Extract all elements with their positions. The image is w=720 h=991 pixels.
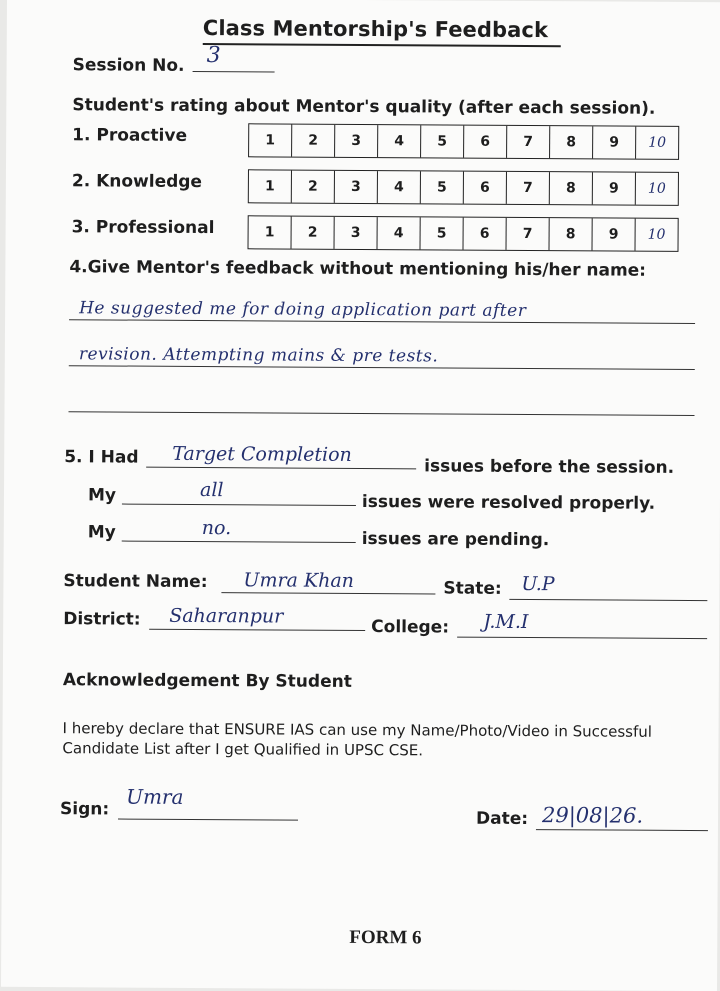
student-name-line — [221, 592, 435, 594]
q5-had-label: 5. I Had — [64, 447, 139, 468]
rating-cell[interactable]: 3 — [335, 171, 378, 203]
rating-cell[interactable]: 5 — [420, 217, 463, 249]
q5-pending-suffix: issues are pending. — [361, 528, 550, 551]
rating-cell[interactable]: 2 — [292, 171, 335, 203]
rating-cell[interactable]: 8 — [550, 126, 593, 158]
state-label: State: — [443, 578, 502, 599]
q5-pending-line — [122, 541, 356, 543]
title-underline — [203, 43, 561, 47]
session-line — [193, 71, 275, 73]
rating-cell[interactable]: 7 — [507, 172, 550, 204]
signature: Umra — [126, 784, 184, 809]
q5-resolved-line — [122, 504, 356, 506]
date-line — [536, 829, 708, 831]
district-value: Saharanpur — [169, 604, 284, 628]
rating-scale-professional — [247, 215, 678, 252]
q5-had-suffix: issues before the session. — [424, 456, 675, 478]
q5-resolved-label: My — [87, 485, 117, 506]
form-number: FORM 6 — [349, 926, 422, 949]
district-line — [149, 629, 365, 631]
rating-cell[interactable]: 4 — [377, 217, 420, 249]
rating-cell[interactable]: 9 — [593, 126, 636, 158]
date-label: Date: — [475, 808, 529, 830]
rating-cell[interactable]: 5 — [421, 125, 464, 157]
feedback-text-1: He suggested me for doing application part after — [79, 298, 527, 322]
rating-cell[interactable]: 9 — [592, 218, 635, 250]
rating-cell[interactable]: 6 — [464, 172, 507, 204]
rating-cell-selected[interactable]: 10 — [648, 134, 667, 151]
rating-cell[interactable]: 1 — [249, 216, 292, 248]
rating-cell[interactable]: 8 — [549, 218, 592, 250]
q4-label: 4.Give Mentor's feedback without mentioning his/her name: — [69, 257, 647, 281]
page-title: Class Mentorship's Feedback — [202, 16, 549, 43]
rating-cell[interactable]: 6 — [463, 218, 506, 250]
ack-text-line2: Candidate List after I get Qualified in UPSC CSE. — [62, 739, 424, 760]
ack-text-line1: I hereby declare that ENSURE IAS can use my Name/Photo/Video in Successful — [62, 719, 653, 741]
rating-cell[interactable]: 7 — [506, 218, 549, 250]
rating-cell[interactable]: 1 — [249, 170, 292, 202]
sign-label: Sign: — [60, 799, 110, 820]
q5-resolved-suffix: issues were resolved properly. — [361, 492, 656, 514]
rating-cell-selected[interactable]: 10 — [647, 180, 666, 197]
feedback-form-page — [1, 0, 720, 991]
q5-pending-label: My — [87, 522, 116, 543]
rating-cell-selected[interactable]: 10 — [647, 226, 666, 243]
rating-cell[interactable]: 3 — [335, 125, 378, 157]
state-value: U.P — [521, 572, 555, 596]
college-label: College: — [371, 617, 450, 638]
feedback-text-2: revision. Attempting mains & pre tests. — [78, 344, 439, 367]
session-label: Session No. — [72, 55, 185, 76]
student-name-label: Student Name: — [63, 571, 208, 593]
date-value: 29|08|26. — [541, 803, 644, 828]
state-line — [509, 599, 707, 601]
rating-cell[interactable]: 3 — [335, 217, 378, 249]
rating-cell[interactable]: 5 — [421, 171, 464, 203]
rating-cell[interactable]: 6 — [464, 126, 507, 158]
rating-cell[interactable]: 4 — [378, 125, 421, 157]
rating-heading: Student's rating about Mentor's quality (after each session). — [72, 95, 656, 119]
college-line — [457, 637, 707, 640]
rating-cell[interactable]: 4 — [378, 171, 421, 203]
student-name-value: Umra Khan — [243, 569, 355, 592]
q5-had-value: Target Completion — [172, 442, 352, 466]
q5-had-line — [146, 467, 416, 470]
rating-cell[interactable]: 2 — [292, 217, 335, 249]
session-value: 3 — [206, 43, 221, 69]
rating-label-professional: 3. Professional — [71, 217, 215, 239]
sign-line — [118, 819, 298, 821]
q5-pending-value: no. — [201, 517, 232, 540]
feedback-line-3 — [68, 411, 694, 416]
rating-cell[interactable]: 1 — [249, 124, 292, 156]
q5-resolved-value: all — [199, 479, 224, 502]
ack-heading: Acknowledgement By Student — [62, 670, 352, 692]
college-value: J.M.I — [483, 610, 529, 634]
rating-cell[interactable]: 2 — [292, 125, 335, 157]
rating-label-knowledge: 2. Knowledge — [71, 171, 203, 193]
rating-scale-proactive — [248, 123, 679, 160]
rating-label-proactive: 1. Proactive — [72, 125, 188, 146]
rating-cell[interactable]: 9 — [593, 172, 636, 204]
district-label: District: — [63, 609, 141, 630]
rating-cell[interactable]: 7 — [507, 126, 550, 158]
rating-cell[interactable]: 8 — [550, 172, 593, 204]
rating-scale-knowledge — [248, 169, 679, 206]
